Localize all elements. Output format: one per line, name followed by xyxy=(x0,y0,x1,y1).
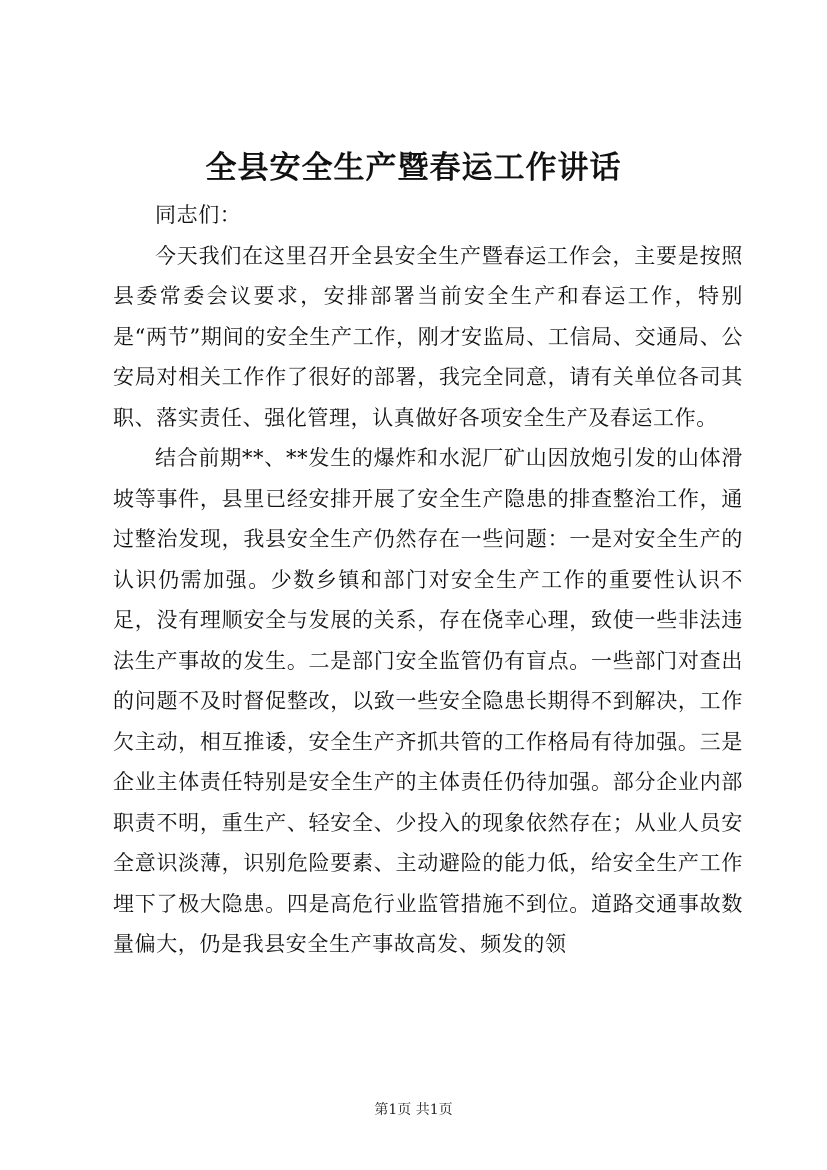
document-title: 全县安全生产暨春运工作讲话 xyxy=(205,150,622,186)
document-body xyxy=(113,195,743,965)
page-footer: 第1页 共1页 xyxy=(374,1102,453,1118)
paragraph-opening: 今天我们在这里召开全县安全生产暨春运工作会，主要是按照县委常委会议要求，安排部署当前安全生产和春运工作，特别是“两节”期间的安全生产工作，刚才安监局、工信局、交通局、公安局对相关工作作了很好的部署，我完全同意，请有关单位各司其职、落实责任、强化管理，认真做好各项安全生产及春运工作。 xyxy=(113,243,743,430)
salutation: 同志们： xyxy=(155,203,242,227)
paragraph-problems: 结合前期**、**发生的爆炸和水泥厂矿山因放炮引发的山体滑坡等事件，县里已经安排开展了安全生产隐患的排查整治工作，通过整治发现，我县安全生产仍然存在一些问题：一是对安全生产的认识仍需加强。少数乡镇和部门对安全生产工作的重要性认识不足，没有理顺安全与发展的关系，存在侥幸心理，致使一些非法违法生产事故的发生。二是部门安全监管仍有盲点。一些部门对查出的问题不及时督促整改，以致一些安全隐患长期得不到解决，工作欠主动，相互推诿，安全生产齐抓共管的工作格局有待加强。三是企业主体责任特别是安全生产的主体责任仍待加强。部分企业内部职责不明，重生产、轻安全、少投入的现象依然存在；从业人员安全意识淡薄，识别危险要素、主动避险的能力低，给安全生产工作埋下了极大隐患。四是高危行业监管措施不到位。道路交通事故数量偏大，仍是我县安全生产事故高发、频发的领 xyxy=(113,446,743,956)
